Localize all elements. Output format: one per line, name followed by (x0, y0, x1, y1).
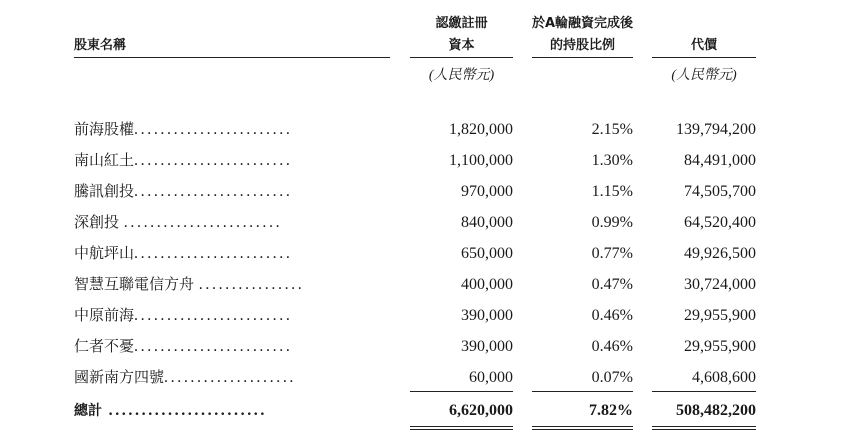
total-row (0, 395, 844, 426)
leader-dots: ........................ (134, 152, 293, 169)
header-shareholding-line2: 的持股比例 (549, 38, 615, 53)
subtotal-rule-consideration (652, 391, 756, 392)
percent-cell: 0.46% (591, 338, 633, 355)
leader-dots: ........................ (134, 338, 293, 355)
table-row (0, 331, 844, 362)
total-consideration-cell: 508,482,200 (676, 402, 756, 419)
consideration-cell: 29,955,900 (684, 307, 756, 324)
header-capital-line2: 資本 (448, 38, 475, 53)
consideration-cell: 139,794,200 (676, 121, 756, 138)
shareholder-name-cell (74, 331, 386, 362)
shareholder-name: 國新南方四號 (74, 368, 165, 386)
leader-dots: .................... (164, 369, 297, 386)
table-row (0, 238, 844, 269)
capital-cell: 400,000 (461, 276, 513, 293)
header-capital-line1: 認繳註冊 (435, 16, 488, 31)
shareholder-name: 南山紅土 (74, 151, 135, 169)
table-row (0, 269, 844, 300)
table-row (0, 300, 844, 331)
table-row (0, 114, 844, 145)
leader-dots: ........................ (123, 214, 283, 231)
shareholder-name-cell (74, 145, 386, 176)
capital-cell: 1,100,000 (449, 152, 513, 169)
shareholder-name-cell (74, 362, 386, 393)
header-rule-consideration (652, 57, 756, 58)
capital-cell: 390,000 (461, 338, 513, 355)
percent-cell: 0.99% (591, 214, 633, 231)
shareholder-name: 智慧互聯電信方舟 (74, 275, 199, 293)
consideration-cell: 64,520,400 (684, 214, 756, 231)
percent-cell: 0.47% (591, 276, 633, 293)
percent-cell: 0.46% (591, 307, 633, 324)
shareholder-name-cell (74, 114, 386, 145)
leader-dots: ................ (198, 276, 305, 293)
percent-cell: 1.30% (591, 152, 633, 169)
capital-cell: 390,000 (461, 307, 513, 324)
capital-cell: 1,820,000 (449, 121, 513, 138)
leader-dots: ........................ (134, 307, 293, 324)
header-rule-name (74, 57, 390, 58)
consideration-cell: 49,926,500 (684, 245, 756, 262)
shareholder-name-cell (74, 176, 386, 207)
total-double-rule-percent (532, 426, 633, 430)
total-label: 總計 (74, 403, 102, 419)
total-double-rule-capital (410, 426, 513, 430)
table-row (0, 176, 844, 207)
consideration-cell: 30,724,000 (684, 276, 756, 293)
header-rule-percent (532, 57, 633, 58)
consideration-cell: 29,955,900 (684, 338, 756, 355)
consideration-cell: 84,491,000 (684, 152, 756, 169)
shareholder-name-cell (74, 269, 386, 300)
total-label-cell (74, 395, 386, 427)
table-row (0, 362, 844, 393)
shareholder-name: 前海股權 (74, 120, 135, 138)
shareholder-name: 中航坪山 (74, 244, 135, 262)
shareholder-name: 深創投 (74, 213, 124, 231)
subtotal-rule-capital (410, 391, 513, 392)
shareholder-name: 中原前海 (74, 306, 135, 324)
header-consideration: 代價 (690, 38, 717, 53)
leader-dots: ........................ (134, 183, 293, 200)
table-row (0, 207, 844, 238)
unit-capital: (人民幣元) (428, 68, 495, 83)
table-row (0, 145, 844, 176)
percent-cell: 2.15% (591, 121, 633, 138)
shareholder-name: 騰訊創投 (74, 182, 135, 200)
shareholder-name-cell (74, 238, 386, 269)
percent-cell: 0.07% (591, 369, 633, 386)
capital-cell: 60,000 (469, 369, 513, 386)
capital-cell: 970,000 (461, 183, 513, 200)
percent-cell: 1.15% (591, 183, 633, 200)
shareholder-name-cell (74, 207, 386, 238)
header-shareholding-line1: 於A輪融資完成後 (531, 16, 634, 31)
leader-dots: ........................ (134, 245, 293, 262)
shareholder-name: 仁者不憂 (74, 337, 135, 355)
leader-dots: ........................ (134, 121, 293, 138)
unit-consideration: (人民幣元) (671, 68, 737, 83)
header-rule-capital (410, 57, 513, 58)
subtotal-rule-percent (532, 391, 633, 392)
total-double-rule-consideration (652, 426, 756, 430)
capital-cell: 840,000 (461, 214, 513, 231)
header-shareholder-name: 股東名稱 (74, 38, 127, 53)
percent-cell: 0.77% (591, 245, 633, 262)
capital-cell: 650,000 (461, 245, 513, 262)
consideration-cell: 4,608,600 (692, 369, 756, 386)
leader-dots: ........................ (102, 402, 267, 419)
shareholder-name-cell (74, 300, 386, 331)
consideration-cell: 74,505,700 (684, 183, 756, 200)
total-capital-cell: 6,620,000 (449, 402, 513, 419)
total-percent-cell: 7.82% (589, 402, 633, 419)
